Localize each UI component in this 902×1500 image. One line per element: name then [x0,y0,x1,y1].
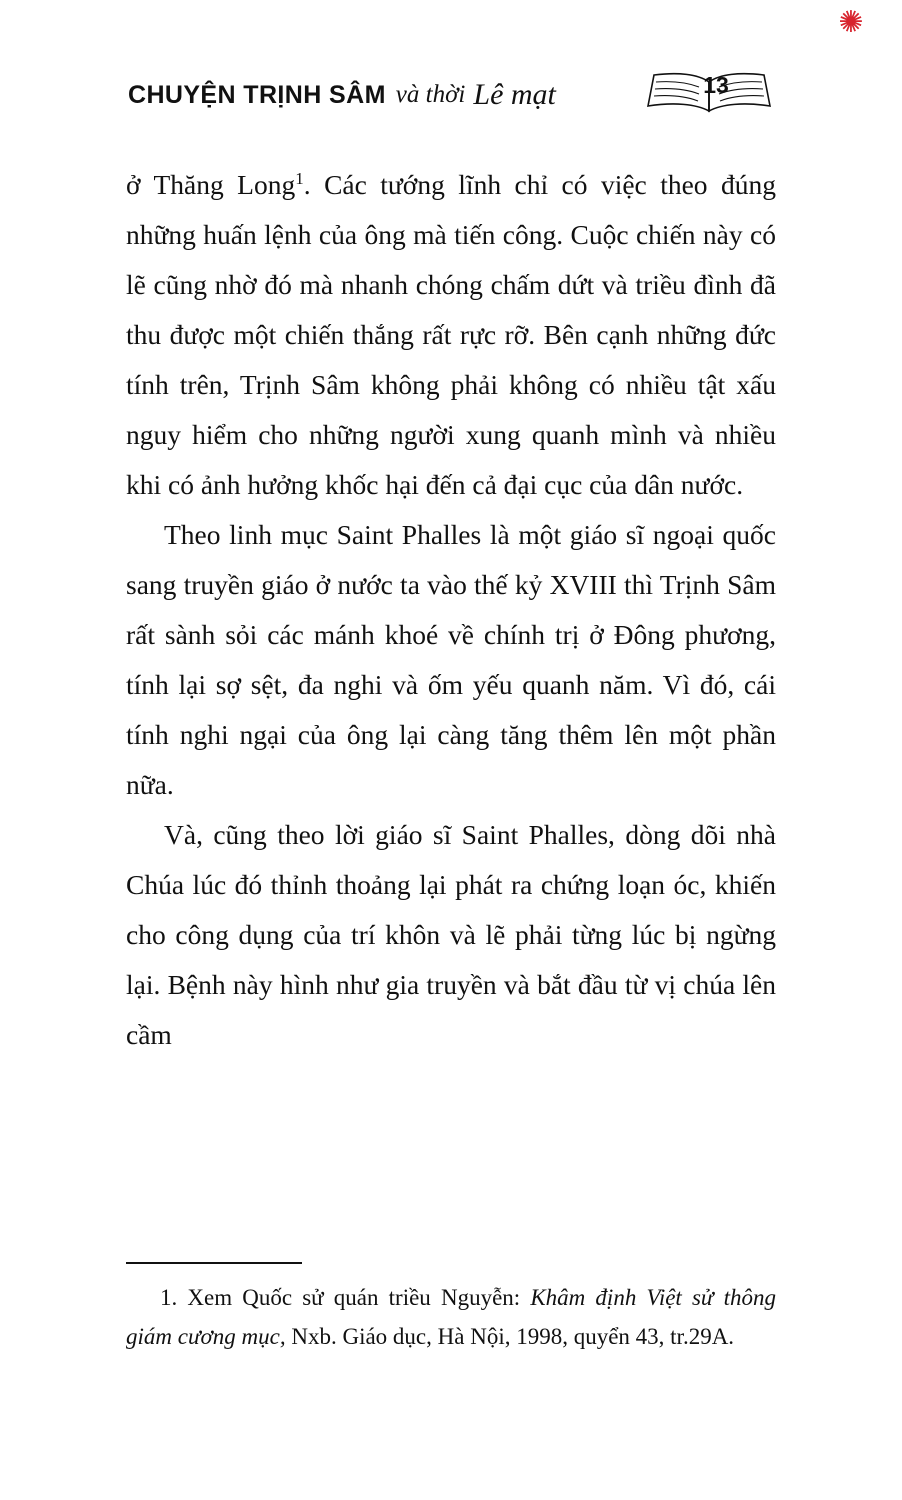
asterisk-ornament-icon: ✺ [838,6,864,39]
running-header [128,68,774,122]
paragraph: Và, cũng theo lời giáo sĩ Saint Phalles, dòng dõi nhà Chúa lúc đó thỉnh thoảng lại phát ra chứng loạn óc, khiến cho công dụng của trí khôn và lẽ phải từng lúc bị ngừng lại. Bệnh này hình như gia truyền và bắt đầu từ vị chúa lên cầm [126,819,776,1050]
header-script-title: Lê mạt [473,78,556,111]
footnote-block [126,1262,776,1356]
body-text-column [126,160,776,1060]
footnote-separator [126,1262,302,1264]
header-subtitle: và thời [395,81,466,108]
footnote-text: 1. Xem Quốc sử quán triều Nguyễn: Khâm định Việt sử thông giám cương mục, Nxb. Giáo dục, Hà Nội, 1998, quyển 43, tr.29A. [126,1285,776,1349]
paragraph: ở Thăng Long$^1$. Các tướng lĩnh chỉ có việc theo đúng những huấn lệnh của ông mà tiến công. Cuộc chiến này có lẽ cũng nhờ đó mà nhanh chóng chấm dứt và triều đình đã thu được một chiến thắng rất rực rỡ. Bên cạnh những đức tính trên, Trịnh Sâm không phải không có nhiều tật xấu nguy hiểm cho những người xung quanh mình và nhiều khi có ảnh hưởng khốc hại đến cả đại cục của dân nước. [126,168,776,500]
page-number: 13 [703,72,729,98]
header-title: CHUYỆN TRỊNH SÂM [128,80,386,109]
paragraph: Theo linh mục Saint Phalles là một giáo sĩ ngoại quốc sang truyền giáo ở nước ta vào thế kỷ XVIII thì Trịnh Sâm rất sành sỏi các mánh khoé về chính trị ở Đông phương, tính lại sợ sệt, đa nghi và ốm yếu quanh năm. Vì đó, cái tính nghi ngại của ông lại càng tăng thêm lên một phần nữa. [126,519,776,800]
